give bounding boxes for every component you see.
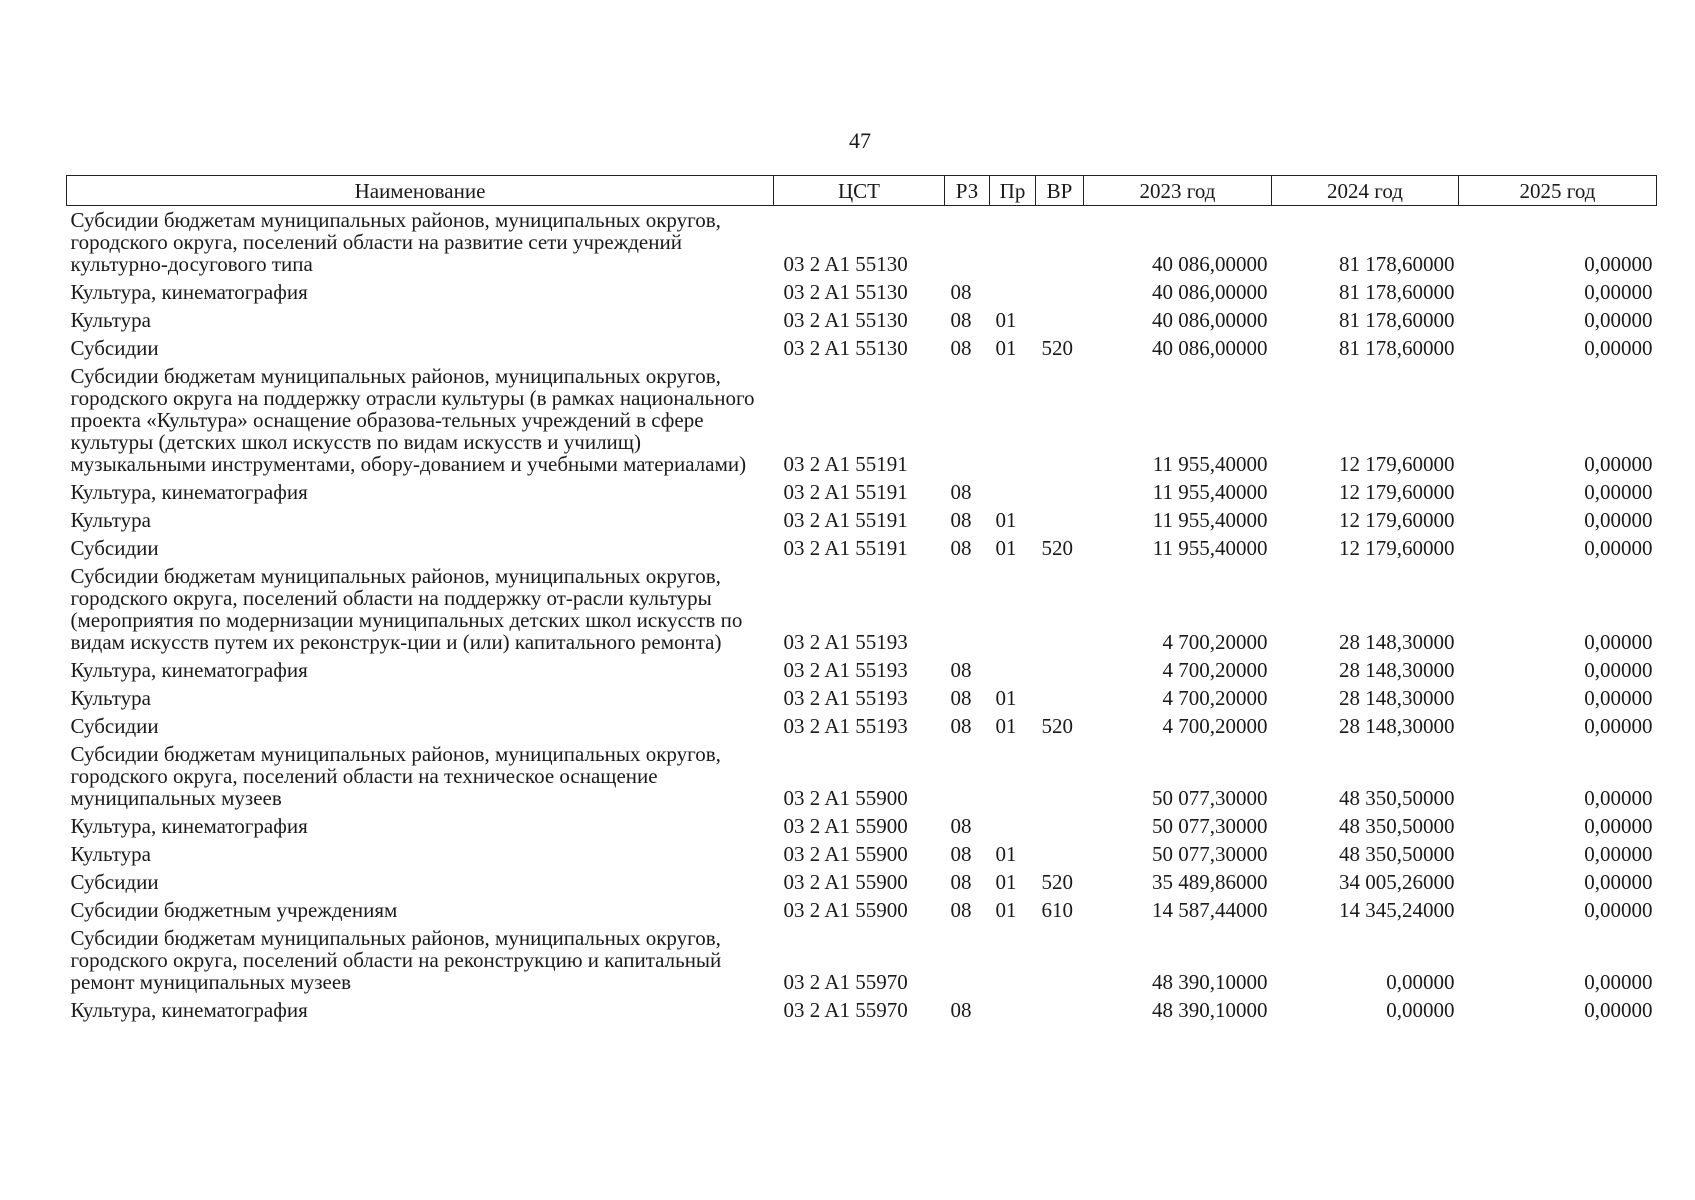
row-amount-2024: 81 178,60000 <box>1339 280 1455 304</box>
row-name: Культура <box>70 508 151 532</box>
table-row <box>67 362 1657 478</box>
row-cst: 03 2 A1 55900 <box>783 898 908 922</box>
row-vr <box>1036 506 1084 534</box>
table-row <box>67 334 1657 362</box>
table-row <box>67 478 1657 506</box>
row-name: Субсидии <box>70 536 159 560</box>
row-amount-2025: 0,00000 <box>1584 870 1653 894</box>
header-vr: ВР <box>1036 176 1084 206</box>
table-row <box>67 684 1657 712</box>
row-vr: 520 <box>1041 870 1073 894</box>
row-vr <box>1036 362 1084 478</box>
row-name: Субсидии бюджетам муниципальных районов, муниципальных округов, городского округа, поселений области на развитие сети учреждений культурно-досугового типа <box>70 208 721 276</box>
row-amount-2023: 14 587,44000 <box>1152 898 1268 922</box>
row-cst: 03 2 A1 55193 <box>783 714 908 738</box>
budget-table <box>66 175 1657 1024</box>
row-vr <box>1036 306 1084 334</box>
row-amount-2025: 0,00000 <box>1584 536 1653 560</box>
row-pr: 01 <box>995 336 1017 360</box>
row-amount-2025: 0,00000 <box>1584 814 1653 838</box>
row-amount-2024: 0,00000 <box>1386 998 1455 1022</box>
row-name: Субсидии бюджетам муниципальных районов, муниципальных округов, городского округа, поселений области на реконструкцию и капитальный ремонт муниципальных музеев <box>70 926 722 994</box>
row-rz: 08 <box>950 842 972 866</box>
row-pr: 01 <box>995 536 1017 560</box>
row-amount-2023: 4 700,20000 <box>1162 658 1268 682</box>
row-name: Субсидии <box>70 714 159 738</box>
row-amount-2024: 48 350,50000 <box>1339 814 1455 838</box>
row-cst: 03 2 A1 55130 <box>783 280 908 304</box>
row-amount-2024: 81 178,60000 <box>1339 308 1455 332</box>
row-cst: 03 2 A1 55191 <box>783 508 908 532</box>
row-amount-2024: 14 345,24000 <box>1339 898 1455 922</box>
row-amount-2023: 40 086,00000 <box>1152 252 1268 276</box>
row-amount-2025: 0,00000 <box>1584 252 1653 276</box>
row-amount-2024: 28 148,30000 <box>1339 630 1455 654</box>
row-cst: 03 2 A1 55191 <box>783 480 908 504</box>
row-pr: 01 <box>995 508 1017 532</box>
row-cst: 03 2 A1 55191 <box>783 452 908 476</box>
row-amount-2023: 50 077,30000 <box>1152 842 1268 866</box>
row-name: Субсидии бюджетным учреждениям <box>70 898 398 922</box>
row-amount-2025: 0,00000 <box>1584 786 1653 810</box>
row-rz: 08 <box>950 508 972 532</box>
row-pr: 01 <box>995 898 1017 922</box>
row-vr <box>1036 996 1084 1024</box>
table-row <box>67 562 1657 656</box>
row-name: Культура <box>70 842 151 866</box>
row-amount-2024: 81 178,60000 <box>1339 252 1455 276</box>
row-amount-2024: 28 148,30000 <box>1339 658 1455 682</box>
row-name: Культура <box>70 308 151 332</box>
row-cst: 03 2 A1 55130 <box>783 252 908 276</box>
row-cst: 03 2 A1 55191 <box>783 536 908 560</box>
row-amount-2025: 0,00000 <box>1584 452 1653 476</box>
row-amount-2025: 0,00000 <box>1584 658 1653 682</box>
row-amount-2023: 40 086,00000 <box>1152 336 1268 360</box>
row-amount-2025: 0,00000 <box>1584 970 1653 994</box>
row-pr <box>990 812 1036 840</box>
table-row <box>67 206 1657 279</box>
row-rz: 08 <box>950 280 972 304</box>
table-row <box>67 534 1657 562</box>
row-amount-2025: 0,00000 <box>1584 998 1653 1022</box>
row-rz <box>945 924 990 996</box>
row-cst: 03 2 A1 55900 <box>783 786 908 810</box>
row-name: Субсидии бюджетам муниципальных районов, муниципальных округов, городского округа на поддержку отрасли культуры (в рамках национального проекта «Культура» оснащение образова-тельных учреждений в сфере культуры (детских школ искусств по видам искусств и училищ) музыкальными инструментами, обору-дованием и учебными материалами) <box>70 364 755 476</box>
row-name: Культура, кинематография <box>70 814 308 838</box>
row-cst: 03 2 A1 55130 <box>783 308 908 332</box>
row-amount-2023: 11 955,40000 <box>1152 536 1268 560</box>
row-pr: 01 <box>995 308 1017 332</box>
row-amount-2024: 12 179,60000 <box>1339 536 1455 560</box>
header-rz: РЗ <box>945 176 990 206</box>
row-rz: 08 <box>950 308 972 332</box>
row-vr <box>1036 924 1084 996</box>
table-row <box>67 712 1657 740</box>
row-amount-2023: 48 390,10000 <box>1152 970 1268 994</box>
row-cst: 03 2 A1 55900 <box>783 814 908 838</box>
row-vr <box>1036 812 1084 840</box>
row-amount-2024: 48 350,50000 <box>1339 842 1455 866</box>
row-amount-2025: 0,00000 <box>1584 630 1653 654</box>
row-name: Культура, кинематография <box>70 998 308 1022</box>
row-amount-2024: 0,00000 <box>1386 970 1455 994</box>
row-amount-2025: 0,00000 <box>1584 480 1653 504</box>
table-row <box>67 278 1657 306</box>
row-pr <box>990 740 1036 812</box>
table-row <box>67 896 1657 924</box>
header-pr: Пр <box>990 176 1036 206</box>
row-rz: 08 <box>950 536 972 560</box>
row-amount-2025: 0,00000 <box>1584 336 1653 360</box>
row-vr <box>1036 206 1084 279</box>
row-rz <box>945 206 990 279</box>
row-amount-2024: 28 148,30000 <box>1339 686 1455 710</box>
table-row <box>67 656 1657 684</box>
row-amount-2023: 48 390,10000 <box>1152 998 1268 1022</box>
row-amount-2023: 50 077,30000 <box>1152 786 1268 810</box>
row-amount-2025: 0,00000 <box>1584 842 1653 866</box>
table-header-row <box>67 176 1657 206</box>
row-amount-2023: 50 077,30000 <box>1152 814 1268 838</box>
header-year-2023: 2023 год <box>1084 176 1272 206</box>
row-amount-2023: 11 955,40000 <box>1152 452 1268 476</box>
row-pr <box>990 478 1036 506</box>
row-rz <box>945 562 990 656</box>
row-amount-2023: 4 700,20000 <box>1162 686 1268 710</box>
row-amount-2025: 0,00000 <box>1584 714 1653 738</box>
table-row <box>67 812 1657 840</box>
row-rz <box>945 362 990 478</box>
row-amount-2025: 0,00000 <box>1584 308 1653 332</box>
row-rz: 08 <box>950 998 972 1022</box>
row-amount-2023: 11 955,40000 <box>1152 508 1268 532</box>
table-row <box>67 996 1657 1024</box>
row-cst: 03 2 A1 55193 <box>783 630 908 654</box>
row-amount-2024: 28 148,30000 <box>1339 714 1455 738</box>
row-rz: 08 <box>950 814 972 838</box>
row-pr: 01 <box>995 870 1017 894</box>
row-amount-2024: 12 179,60000 <box>1339 508 1455 532</box>
row-cst: 03 2 A1 55193 <box>783 686 908 710</box>
row-amount-2025: 0,00000 <box>1584 280 1653 304</box>
row-name: Культура <box>70 686 151 710</box>
row-rz: 08 <box>950 658 972 682</box>
row-rz: 08 <box>950 870 972 894</box>
row-cst: 03 2 A1 55900 <box>783 870 908 894</box>
row-pr <box>990 362 1036 478</box>
row-vr <box>1036 740 1084 812</box>
row-rz: 08 <box>950 714 972 738</box>
row-vr: 520 <box>1041 336 1073 360</box>
row-name: Культура, кинематография <box>70 480 308 504</box>
header-year-2024: 2024 год <box>1272 176 1459 206</box>
row-rz: 08 <box>950 480 972 504</box>
header-name: Наименование <box>67 176 774 206</box>
row-amount-2023: 11 955,40000 <box>1152 480 1268 504</box>
table-row <box>67 924 1657 996</box>
row-name: Культура, кинематография <box>70 280 308 304</box>
row-amount-2025: 0,00000 <box>1584 686 1653 710</box>
row-pr: 01 <box>995 686 1017 710</box>
row-amount-2024: 48 350,50000 <box>1339 786 1455 810</box>
row-cst: 03 2 A1 55193 <box>783 658 908 682</box>
table-row <box>67 840 1657 868</box>
row-cst: 03 2 A1 55130 <box>783 336 908 360</box>
row-name: Культура, кинематография <box>70 658 308 682</box>
row-rz: 08 <box>950 336 972 360</box>
row-pr <box>990 996 1036 1024</box>
row-name: Субсидии бюджетам муниципальных районов, муниципальных округов, городского округа, поселений области на техническое оснащение муниципальных музеев <box>70 742 721 810</box>
row-amount-2023: 35 489,86000 <box>1152 870 1268 894</box>
header-cst: ЦСТ <box>774 176 945 206</box>
row-vr: 520 <box>1041 536 1073 560</box>
row-vr <box>1036 840 1084 868</box>
row-name: Субсидии бюджетам муниципальных районов, муниципальных округов, городского округа, поселений области на поддержку от-расли культуры (мероприятия по модернизации муниципальных детских школ искусств по видам искусств путем их реконструк-ции и (или) капитального ремонта) <box>70 564 743 654</box>
table-row <box>67 868 1657 896</box>
table-row <box>67 306 1657 334</box>
row-cst: 03 2 A1 55900 <box>783 842 908 866</box>
row-amount-2024: 12 179,60000 <box>1339 480 1455 504</box>
row-pr <box>990 656 1036 684</box>
row-rz <box>945 740 990 812</box>
table-row <box>67 740 1657 812</box>
row-pr <box>990 562 1036 656</box>
row-amount-2025: 0,00000 <box>1584 898 1653 922</box>
row-vr <box>1036 478 1084 506</box>
row-vr <box>1036 684 1084 712</box>
row-name: Субсидии <box>70 870 159 894</box>
row-name: Субсидии <box>70 336 159 360</box>
page-number: 47 <box>849 128 871 153</box>
row-vr <box>1036 278 1084 306</box>
row-rz: 08 <box>950 686 972 710</box>
row-vr <box>1036 656 1084 684</box>
row-vr <box>1036 562 1084 656</box>
row-pr <box>990 206 1036 279</box>
row-pr: 01 <box>995 714 1017 738</box>
row-amount-2023: 4 700,20000 <box>1162 714 1268 738</box>
row-vr: 610 <box>1041 898 1073 922</box>
row-amount-2025: 0,00000 <box>1584 508 1653 532</box>
row-vr: 520 <box>1041 714 1073 738</box>
row-amount-2023: 40 086,00000 <box>1152 280 1268 304</box>
row-cst: 03 2 A1 55970 <box>783 970 908 994</box>
row-pr <box>990 924 1036 996</box>
row-amount-2024: 12 179,60000 <box>1339 452 1455 476</box>
row-pr <box>990 278 1036 306</box>
row-amount-2023: 4 700,20000 <box>1162 630 1268 654</box>
row-cst: 03 2 A1 55970 <box>783 998 908 1022</box>
row-amount-2024: 81 178,60000 <box>1339 336 1455 360</box>
row-amount-2024: 34 005,26000 <box>1339 870 1455 894</box>
row-pr: 01 <box>995 842 1017 866</box>
table-body <box>67 206 1657 1025</box>
header-year-2025: 2025 год <box>1459 176 1657 206</box>
row-amount-2023: 40 086,00000 <box>1152 308 1268 332</box>
table-row <box>67 506 1657 534</box>
row-rz: 08 <box>950 898 972 922</box>
